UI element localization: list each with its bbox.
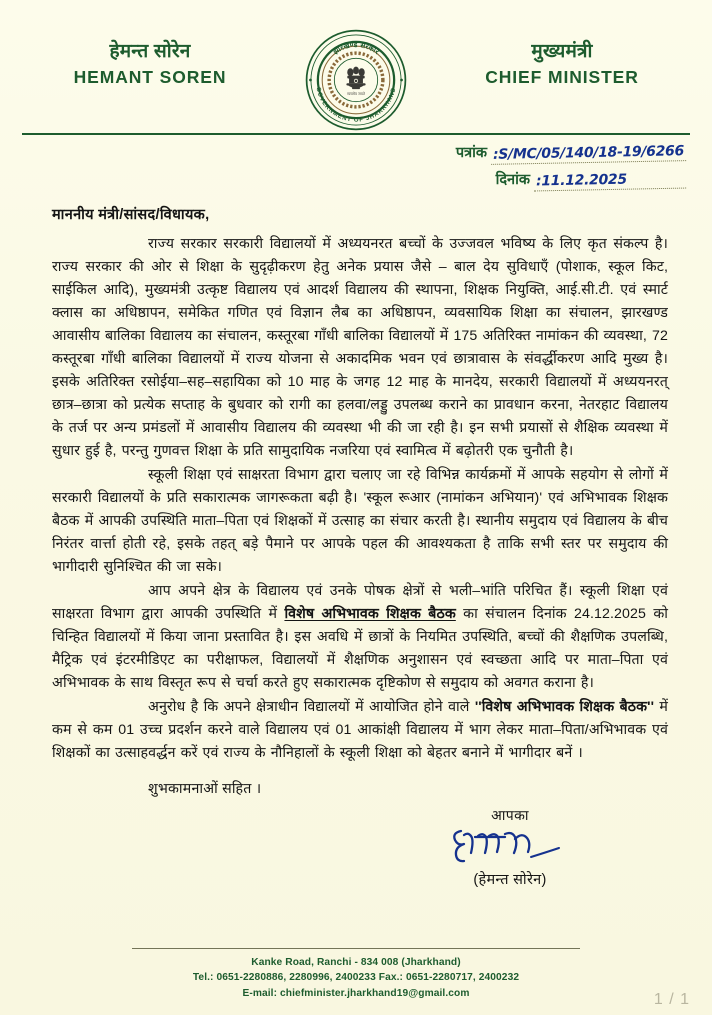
svg-text:सत्यमेव जयते: सत्यमेव जयते — [347, 92, 365, 97]
handwritten-signature-icon — [435, 823, 585, 873]
designation-hindi: मुख्यमंत्री — [531, 41, 593, 62]
salutation: माननीय मंत्री/सांसद/विधायक, — [52, 207, 210, 223]
footer-email: E-mail: chiefminister.jharkhand19@gmail.com — [242, 987, 470, 999]
paragraph-4-text-before: अनुरोध है कि अपने क्षेत्राधीन विद्यालयों में आयोजित होने वाले — [148, 699, 475, 715]
svg-text:GOVERNMENT OF JHARKHAND: GOVERNMENT OF JHARKHAND — [314, 86, 398, 124]
paragraph-3-text-after: का संचालन दिनांक 24.12.2025 को चिन्हित विद्यालयों में किया जाना प्रस्तावित है। इस अवधि में छात्रों के नियमित उपस्थिति, बच्चों की शैक्षणिक उपलब्धि, मैट्रिक एवं इंटरमीडिएट का परीक्षाफल, विद्यालयों में शैक्षणिक अनुशासन एवं स्वच्छता आदि पर माता–पिता एवं अभिभावक के साथ विस्तृत रूप से चर्चा करते हुए सकारात्मक दृष्टिकोण से समुदाय को अवगत कराना है। — [52, 606, 668, 691]
emblem-container — [296, 26, 416, 132]
closing-line: शुभकामनाओं सहित । — [148, 781, 262, 797]
svg-text:झारखण्ड सरकार: झारखण्ड सरकार — [331, 40, 382, 57]
page-indicator: 1 / 1 — [653, 991, 690, 1008]
minister-name-hindi: हेमन्त सोरेन — [109, 41, 191, 62]
letterhead-left — [40, 26, 260, 88]
letter-body — [0, 196, 712, 889]
header-divider — [22, 133, 690, 135]
paragraph-2: स्कूली शिक्षा एवं साक्षरता विभाग द्वारा चलाए जा रहे विभिन्न कार्यक्रमों में आपके सहयोग से लोगों में सरकारी विद्यालयों के प्रति सकारात्मक जागरूकता बढ़ी है। 'स्कूल रूआर (नामांकन अभियान)' एवं अभिभावक शिक्षक बैठक में आपकी उपस्थिति माता–पिता एवं शिक्षकों में उत्साह का संचार करती है। स्थानीय समुदाय एवं विद्यालय के बीच निरंतर वार्त्ता होती रहे, इसके तहत् बड़े पैमाने पर आपके पहल की आवश्यकता है ताकि सभी स्तर पर समुदाय की भागीदारी सुनिश्चित की जा सके। — [52, 467, 668, 575]
special-ptm-quoted: ''विशेष अभिभावक शिक्षक बैठक'' — [474, 699, 655, 715]
letter-number-value: :S/MC/05/140/18-19/6266 — [491, 143, 686, 165]
jharkhand-government-emblem-icon — [304, 28, 408, 132]
footer-divider — [132, 948, 580, 950]
paragraph-4-text-after: में कम से कम 01 उच्च प्रदर्शन करने वाले विद्यालय एवं 01 आकांक्षी विद्यालय में भाग लेकर माता–पिता/अभिभावक एवं शिक्षकों का उत्साहवर्द्धन करें एवं राज्य के नौनिहालों के स्कूली शिक्षा को बेहतर बनाने में भागीदार बनें । — [52, 699, 668, 761]
letter-date-label: दिनांक — [495, 172, 530, 188]
signature-name: (हेमन्त सोरेन) — [473, 872, 547, 888]
signature-yours: आपका — [491, 807, 529, 823]
paragraph-1: राज्य सरकार सरकारी विद्यालयों में अध्ययनरत बच्चों के उज्जवल भविष्य के लिए कृत संकल्प है। राज्य सरकार की ओर से शिक्षा के सुदृढ़ीकरण हेतु अनेक प्रयास जैसे – बाल देय सुविधाएँ (पोशाक, स्कूल किट, साईकिल आदि), मुख्यमंत्री उत्कृष्ट विद्यालय एवं आदर्श विद्यालय की स्थापना, शिक्षक नियुक्ति, आई.सी.टी. एवं स्मार्ट क्लास का अधिष्ठापन, समेकित गणित एवं विज्ञान लैब का अधिष्ठापन, व्यवसायिक शिक्षा का संचालन, झारखण्ड आवासीय बालिका विद्यालय का संचालन, कस्तूरबा गाँधी बालिका विद्यालयों में 175 अतिरिक्त नामांकन की व्यवस्था, 72 कस्तूरबा गाँधी बालिका विद्यालयों में राज्य योजना से अकादमिक भवन एवं छात्रावास के संवर्द्धीकरण आदि मुख्य है। इसके अतिरिक्त रसोईया–सह–सहायिका को 10 माह के जगह 12 माह के मानदेय, सरकारी विद्यालयों में अध्ययनरत् छात्र–छात्रा को प्रत्येक सप्ताह के बुधवार को रागी का हलवा/लड्डु उपलब्ध कराने का प्रावधान करना, नेतरहाट विद्यालय के तर्ज पर अन्य प्रमंडलों में आवासीय विद्यालय की व्यवस्था भी की जा रही है। इन सभी प्रयासों से शैक्षिक व्यवस्था में सुधार हुई है, परन्तु गुणवत्त शिक्षा के प्रति सामुदायिक नजरिया एवं स्वामित्व में बढ़ोतरी एक चुनौती है। — [52, 236, 668, 459]
footer — [0, 955, 712, 1001]
letter-number-label: पत्रांक — [455, 145, 487, 161]
special-ptm-highlight: विशेष अभिभावक शिक्षक बैठक — [284, 606, 456, 622]
letter-date-row — [0, 169, 686, 190]
footer-phone: Tel.: 0651-2280886, 2280996, 2400233 Fax.: 0651-2280717, 2400232 — [192, 972, 520, 984]
designation-english: CHIEF MINISTER — [485, 66, 639, 87]
paragraph-3-text-before: आप अपने क्षेत्र के विद्यालय एवं उनके पोषक क्षेत्रों से भली–भांति परिचित हैं। स्कूली शिक्षा एवं साक्षरता विभाग द्वारा आपकी उपस्थिति में — [52, 583, 668, 622]
signature-block — [408, 806, 668, 889]
footer-address: Kanke Road, Ranchi - 834 008 (Jharkhand) — [251, 957, 461, 969]
paragraph-3 — [52, 580, 668, 695]
letterhead — [0, 0, 712, 130]
reference-block — [0, 142, 712, 190]
letter-date-value: :11.12.2025 — [534, 171, 686, 192]
minister-name-english: HEMANT SOREN — [73, 66, 227, 87]
letter-number-row — [0, 142, 686, 163]
paragraph-4 — [52, 696, 668, 765]
letterhead-right — [452, 26, 672, 88]
